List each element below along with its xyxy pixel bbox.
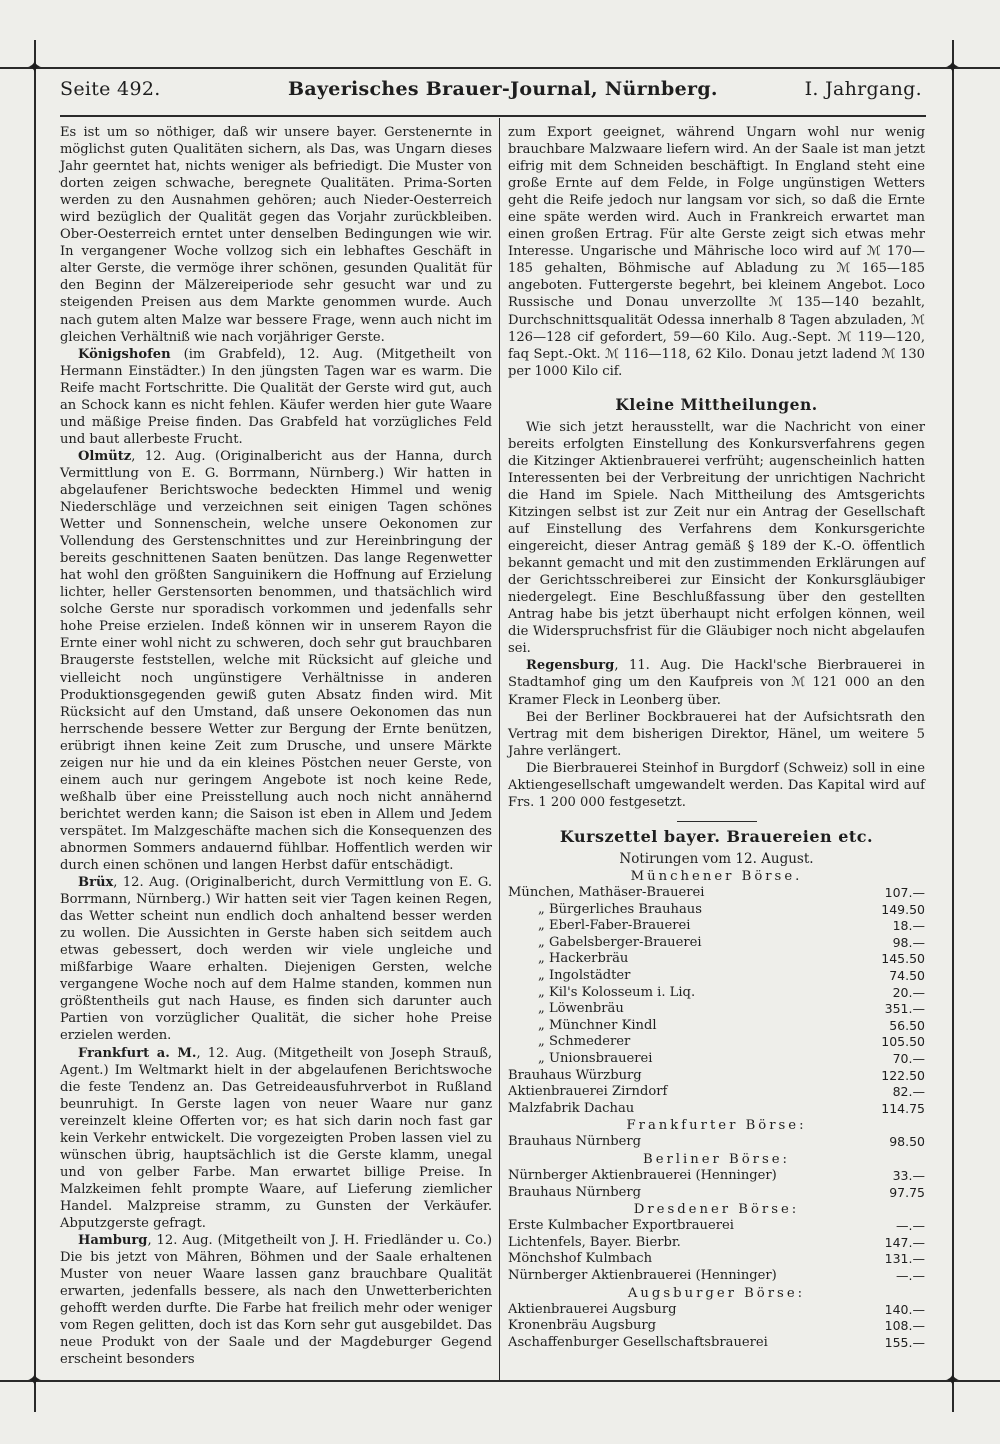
report-bruex	[60, 874, 492, 1044]
quote-price: 18.—	[892, 918, 925, 934]
header-rule	[60, 115, 926, 117]
page-header	[60, 78, 922, 112]
quote-row	[508, 1185, 925, 1202]
brewery-name: „ Gabelsberger-Brauerei	[538, 934, 702, 950]
brewery-name: Mönchshof Kulmbach	[508, 1251, 653, 1267]
quote-row	[508, 1018, 925, 1035]
brewery-name: Kronenbräu Augsburg	[508, 1318, 657, 1334]
quote-row	[508, 1051, 925, 1068]
quote-row	[508, 1302, 925, 1319]
news-burgdorf: Die Bierbrauerei Steinhof in Burgdorf (Schweiz) soll in eine Aktiengesellschaft umgewandelt werden. Das Kapital wird auf Frs. 1 200 000 festgesetzt.	[508, 760, 925, 810]
report-koenigshofen	[60, 346, 492, 448]
quote-price: 98.50	[889, 1134, 925, 1150]
bottom-rule	[0, 1380, 1000, 1382]
exchange-title-augsburg: Augsburger Börse:	[627, 1285, 806, 1301]
report-hamburg	[60, 1232, 492, 1368]
right-column	[508, 124, 925, 1351]
quote-price: 140.—	[884, 1301, 925, 1317]
left-column	[60, 124, 492, 1368]
report-text: , 12. Aug. (Mitgetheilt von Joseph Strauß, Agent.) Im Weltmarkt hielt in der abgelaufenen Berichtswoche die feste Tendenz an. Das Getreideausfuhrverbot in Rußland beunruhigt. In Gerste lagen von neuer Waare nur ganz vereinzelt kleine Offerten vor; es hat sich darin noch fast gar kein Verkehr entwickelt. Die vorgezeigten Proben lassen viel zu wünschen übrig, hauptsächlich ist die Gerste klamm, unegal und von gelber Farbe. Man erwartet billige Preise. In Malzkeimen fehlt prompte Waare, auf Lieferung ziemlicher Handel. Malzpreise stramm, zu Gunsten der Verkäufer. Abputzgerste gefragt.	[60, 1045, 492, 1231]
brewery-name: Aschaffenburger Gesellschaftsbrauerei	[508, 1334, 768, 1350]
brewery-name: „ Schmederer	[538, 1034, 631, 1050]
quote-row	[508, 1318, 925, 1335]
ornament-bottom-left: ✦	[27, 1370, 43, 1391]
quote-row	[508, 1101, 925, 1118]
report-text: (im Grabfeld), 12. Aug. (Mitgetheilt von Hermann Einstädter.) In den jüngsten Tagen war es warm. Die Reife macht Fortschritte. Die Qualität der Gerste wird gut, auch an Schock kann es nicht fehlen. Käufer werden hier gute Waare und mäßige Preise finden. Das Grabfeld hat vorzügliches Feld und baut allerbeste Frucht.	[60, 346, 492, 447]
quote-row	[508, 951, 925, 968]
brewery-name: Nürnberger Aktienbrauerei (Henninger)	[508, 1267, 777, 1283]
quote-row	[508, 902, 925, 919]
quote-row	[508, 1068, 925, 1085]
quote-price: —.—	[896, 1218, 925, 1234]
quote-price: 108.—	[884, 1318, 925, 1334]
paragraph-hungary: Es ist um so nöthiger, daß wir unsere bayer. Gerstenernte in möglichst guten Qualitäten sichern, als Das, was Ungarn dieses Jahr geerntet hat, nichts weniger als befriedigt. Die Muster von dorten zeigen schwache, beregnete Qualitäten. Prima-Sorten werden zu den Ausnahmen gehören; auch Nieder-Oesterreich wird bezüglich der Qualität gegen das Vorjahr zurückbleiben. Ober-Oesterreich erntet unter denselben Bedingungen wie wir. In vergangener Woche vollzog sich ein lebhaftes Geschäft in alter Gerste, die vermöge ihrer schönen, gesunden Qualität für den Beginn der Mälzereiperiode sehr gesucht war und zu steigenden Preisen aus dem Markte genommen wurde. Auch nach gutem alten Malze war bessere Frage, wenn auch nicht im gleichen Verhältniß wie nach vorjähriger Gerste.	[60, 125, 492, 345]
quote-row	[508, 985, 925, 1002]
quote-row	[508, 1335, 925, 1352]
quote-price: 82.—	[892, 1084, 925, 1100]
brewery-name: „ Kil's Kolosseum i. Liq.	[538, 984, 696, 1000]
quote-price: 122.50	[881, 1067, 925, 1083]
quote-price: 74.50	[889, 967, 925, 983]
quote-price: 131.—	[884, 1251, 925, 1267]
quotes-heading: Kurszettel bayer. Brauereien etc.	[559, 826, 874, 846]
quote-price: 145.50	[881, 951, 925, 967]
quote-price: 70.—	[892, 1050, 925, 1066]
quotes-table-augsburg	[508, 1302, 925, 1352]
brewery-name: Erste Kulmbacher Exportbrauerei	[508, 1218, 734, 1234]
quotes-table-berlin	[508, 1168, 925, 1201]
quotes-table-dresden	[508, 1218, 925, 1284]
quote-row	[508, 1084, 925, 1101]
quote-price: 56.50	[889, 1017, 925, 1033]
report-frankfurt	[60, 1045, 492, 1233]
brewery-name: Aktienbrauerei Zirndorf	[508, 1084, 668, 1100]
page-number: Seite 492.	[60, 78, 161, 100]
ornament-top-right: ✦	[945, 57, 961, 78]
quote-row	[508, 1168, 925, 1185]
paragraph-export: zum Export geeignet, während Ungarn wohl nur wenig brauchbare Malzwaare liefern wird. An der Saale ist man jetzt eifrig mit dem Schneiden beschäftigt. In England steht eine große Ernte auf dem Felde, in Folge ungünstigen Wetters geht die Reife jedoch nur langsam vor sich, so daß die Ernte eine späte werden wird. Auch in Frankreich erwartet man einen großen Ertrag. Für alte Gerste zeigt sich etwas mehr Interesse. Ungarische und Mährische loco wird auf ℳ 170—185 gehalten, Böhmische auf Abladung zu ℳ 165—185 angeboten. Futtergerste begehrt, bei kleinem Angebot. Loco Russische und Donau unverzollte ℳ 135—140 bezahlt, Durchschnittsqualität Odessa innerhalb 8 Tagen abzuladen, ℳ 126—128 cif gefordert, 59—60 Kilo. Aug.-Sept. ℳ 119—120, faq Sept.-Okt. ℳ 116—118, 62 Kilo. Donau jetzt ladend ℳ 130 per 1000 Kilo cif.	[508, 125, 925, 379]
brewery-name: München, Mathäser-Brauerei	[508, 884, 705, 900]
quote-price: 98.—	[892, 934, 925, 950]
brewery-name: „ Eberl-Faber-Brauerei	[538, 918, 691, 934]
quote-price: 20.—	[892, 984, 925, 1000]
brewery-name: Brauhaus Würzburg	[508, 1067, 642, 1083]
place-name: Königshofen	[78, 346, 171, 362]
news-kitzingen: Wie sich jetzt herausstellt, war die Nachricht von einer bereits erfolgten Einstellung des Konkursverfahrens gegen die Kitzinger Aktienbrauerei verfrüht; augenscheinlich hatten Interessenten bei der Verbreitung der unrichtigen Nachricht die Hand im Spiele. Nach Mittheilung des Amtsgerichts Kitzingen selbst ist zur Zeit nur ein Antrag der Gesellschaft auf Einstellung des Verfahrens dem Konkursgerichte eingereicht, dieser Antrag gemäß § 189 der K.-O. öffentlich bekannt gemacht und mit den zustimmenden Erklärungen auf der Gerichtsschreiberei zur Einsicht der Konkursgläubiger niedergelegt. Eine Beschlußfassung über den gestellten Antrag habe bis jetzt überhaupt nicht erfolgen können, weil die Widerspruchsfrist für die Gläubiger noch nicht abgelaufen sei.	[508, 419, 925, 657]
quote-price: 114.75	[881, 1100, 925, 1116]
quote-price: 351.—	[884, 1001, 925, 1017]
brewery-name: Aktienbrauerei Augsburg	[508, 1301, 677, 1317]
volume-label: I. Jahrgang.	[804, 78, 922, 100]
brewery-name: Brauhaus Nürnberg	[508, 1134, 642, 1150]
news-text: , 11. Aug. Die Hackl'sche Bierbrauerei in Stadtamhof ging um den Kaufpreis von ℳ 121 000 an den Kramer Fleck in Leonberg über.	[508, 658, 925, 708]
quote-row	[508, 1134, 925, 1151]
report-text: , 12. Aug. (Mitgetheilt von J. H. Friedländer u. Co.) Die bis jetzt von Mähren, Böhmen und der Saale erhaltenen Muster von neuer Waare lassen ganz brauchbare Qualität erwarten, jedenfalls bessere, als nach den Unwetterberichten gehofft werden durfte. Die Farbe hat freilich mehr oder weniger vom Regen gelitten, doch ist das Korn sehr gut ausgebildet. Das neue Produkt von der Saale und der Magdeburger Gegend erscheint besonders	[60, 1233, 492, 1368]
quote-row	[508, 935, 925, 952]
ornament-bottom-right: ✦	[945, 1370, 961, 1391]
quote-row	[508, 1034, 925, 1051]
quote-row	[508, 918, 925, 935]
report-olmuetz	[60, 448, 492, 874]
column-divider	[499, 118, 500, 1382]
report-text: , 12. Aug. (Originalbericht aus der Hanna, durch Vermittlung von E. G. Borrmann, Nürnberg.) Wir hatten in abgelaufener Berichtswoche bedeckten Himmel und wenig Niederschläge und verzeichnen seit einigen Tagen schönes Wetter und Sonnenschein, welche unsere Oekonomen zur Vollendung des Gerstenschnittes und zur Hereinbringung der bereits geschnittenen Saaten benützen. Das lange Regenwetter hat wohl den größten Sanguinikern die Hoffnung auf Erzielung lichter, heller Gerstensorten benommen, und thatsächlich wird solche Gerste nur sporadisch vorkommen und jedenfalls sehr hohe Preise erzielen. Indeß können wir in unserem Rayon die Ernte einer wohl nicht zu schweren, doch sehr gut brauchbaren Braugerste feststellen, welche mit Rücksicht auf gleiche und vielleicht noch ungünstigere Verhältnisse in anderen Produktionsgegenden gewiß guten Absatz finden wird. Mit Rücksicht auf den Umstand, daß unsere Oekonomen das nun herrschende bessere Wetter zur Bergung der Ernte benützen, erübrigt ihnen keine Zeit zum Drusche, und unsere Märkte zeigen nur hie und da ein kleines Pöstchen neuer Gerste, von einem auch nur geringem Angebote ist noch keine Rede, weßhalb über eine Preisstellung auch noch nicht annähernd berichtet werden kann; die Saison ist eben in Allem und Jedem verspätet. Im Malzgeschäfte machen sich die Konsequenzen des abnormen Sommers andauernd fühlbar. Hoffentlich werden wir durch einen schönen und langen Herbst dafür entschädigt.	[60, 448, 492, 874]
quotes-table-frankfurt	[508, 1134, 925, 1151]
report-text: , 12. Aug. (Originalbericht, durch Vermittlung von E. G. Borrmann, Nürnberg.) Wir hatten seit vier Tagen keinen Regen, das Wetter scheint nun endlich doch anhaltend besser werden zu wollen. Die Aussichten in Gerste haben sich seitdem auch etwas gebessert, doch werden wir viele ungleiche und mißfarbige Waare erhalten. Diejenigen Gersten, welche vergangene Woche noch auf dem Halme standen, kommen nun größtentheils gut nach Hause, es finden sich darunter auch Partien von vorzüglicher Qualität, die sicher hohe Preise erzielen werden.	[60, 875, 492, 1044]
brewery-name: Nürnberger Aktienbrauerei (Henninger)	[508, 1167, 777, 1183]
top-rule	[0, 67, 1000, 69]
quote-row	[508, 885, 925, 902]
quote-price: —.—	[896, 1267, 925, 1283]
place-name: Brüx	[78, 875, 114, 891]
quote-price: 149.50	[881, 901, 925, 917]
quote-price: 33.—	[892, 1167, 925, 1183]
brewery-name: Malzfabrik Dachau	[508, 1100, 635, 1116]
place-name: Hamburg	[78, 1233, 148, 1249]
news-berlin: Bei der Berliner Bockbrauerei hat der Aufsichtsrath den Vertrag mit dem bisherigen Direktor, Hänel, um weitere 5 Jahre verlängert.	[508, 709, 925, 759]
brewery-name: „ Unionsbrauerei	[538, 1050, 653, 1066]
left-rule	[34, 40, 36, 1412]
exchange-title-dresden: Dresdener Börse:	[633, 1202, 800, 1218]
quote-price: 147.—	[884, 1234, 925, 1250]
section-rule	[677, 821, 757, 822]
brewery-name: Lichtenfels, Bayer. Bierbr.	[508, 1234, 681, 1250]
ornament-top-left: ✦	[27, 57, 43, 78]
quote-price: 105.50	[881, 1034, 925, 1050]
brewery-name: „ Hackerbräu	[538, 951, 629, 967]
journal-title: Bayerisches Brauer-Journal, Nürnberg.	[288, 78, 718, 100]
brewery-name: Brauhaus Nürnberg	[508, 1184, 642, 1200]
quote-row	[508, 968, 925, 985]
quote-row	[508, 1251, 925, 1268]
place-name: Olmütz	[78, 448, 132, 464]
small-news-heading: Kleine Mittheilungen.	[615, 394, 818, 414]
quote-row	[508, 1235, 925, 1252]
news-regensburg	[508, 657, 925, 708]
quote-price: 155.—	[884, 1334, 925, 1350]
quotes-table-munich	[508, 885, 925, 1117]
quote-price: 107.—	[884, 884, 925, 900]
place-name: Regensburg	[526, 658, 615, 674]
exchange-title-frankfurt: Frankfurter Börse:	[626, 1118, 807, 1134]
quote-row	[508, 1268, 925, 1285]
quote-row	[508, 1218, 925, 1235]
quote-price: 97.75	[889, 1184, 925, 1200]
brewery-name: „ Bürgerliches Brauhaus	[538, 901, 702, 917]
right-rule	[952, 40, 954, 1412]
quote-row	[508, 1001, 925, 1018]
place-name: Frankfurt a. M.	[78, 1045, 197, 1061]
quotes-date: Notirungen vom 12. August.	[619, 850, 814, 867]
brewery-name: „ Münchner Kindl	[538, 1017, 657, 1033]
exchange-title-munich: Münchener Börse.	[630, 868, 803, 884]
brewery-name: „ Ingolstädter	[538, 967, 631, 983]
brewery-name: „ Löwenbräu	[538, 1001, 624, 1017]
exchange-title-berlin: Berliner Börse:	[643, 1151, 790, 1167]
